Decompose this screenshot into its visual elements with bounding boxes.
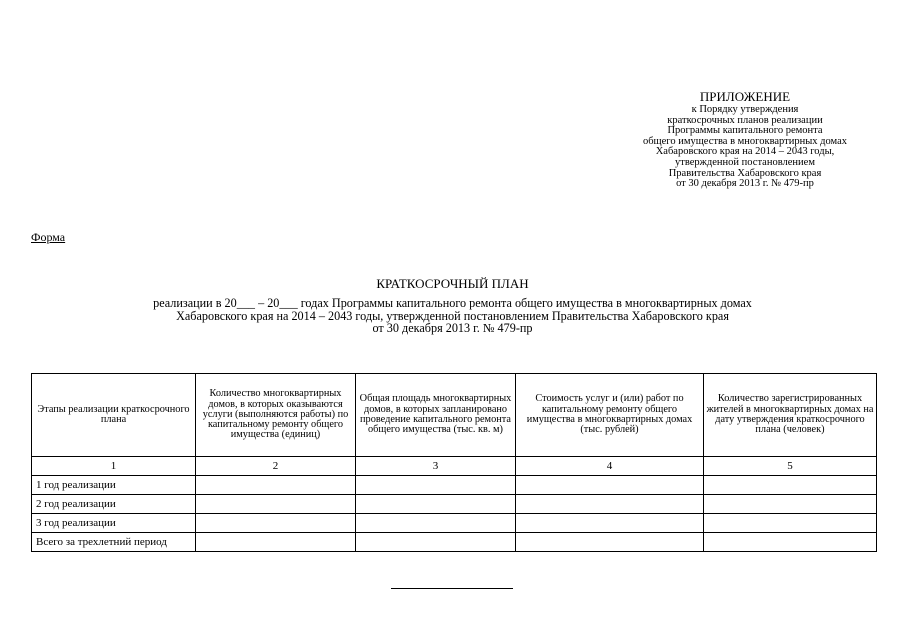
plan-subtitle (0, 297, 905, 335)
column-number: 4 (516, 457, 704, 476)
header-house-count: Количество многоквартирных домов, в которых оказываются услуги (выполняются работы) по капитальному ремонту общего имущества (единиц) (196, 374, 356, 457)
column-number: 1 (32, 457, 196, 476)
row-label: Всего за трехлетний период (32, 533, 196, 552)
table-cell (196, 514, 356, 533)
appendix-line: общего имущества в многоквартирных домах (642, 135, 848, 147)
table-cell (704, 514, 877, 533)
column-number-row (32, 457, 877, 476)
plan-subtitle-line: Хабаровского края на 2014 – 2043 годы, утвержденной постановлением Правительства Хабаровского края (176, 308, 729, 323)
appendix-block (600, 90, 890, 190)
table-row (32, 495, 877, 514)
table-cell (516, 495, 704, 514)
header-stages: Этапы реализации краткосрочного плана (32, 374, 196, 457)
table-cell (356, 514, 516, 533)
appendix-line: Хабаровского края на 2014 – 2043 годы, (655, 146, 835, 158)
table-cell (516, 514, 704, 533)
appendix-line: к Порядку утверждения (691, 104, 799, 115)
form-label: Форма (31, 230, 66, 244)
table-cell (356, 495, 516, 514)
header-total-area: Общая площадь многоквартирных домов, в которых запланировано проведение капитального ремонта общего имущества (тыс. кв. м) (356, 374, 516, 457)
table-cell (356, 533, 516, 552)
header-cost: Стоимость услуг и (или) работ по капитальному ремонту общего имущества в многоквартирных домах (тыс. рублей) (516, 374, 704, 457)
table-cell (516, 476, 704, 495)
appendix-line: утвержденной постановлением (675, 156, 815, 168)
plan-title: КРАТКОСРОЧНЫЙ ПЛАН (376, 276, 529, 291)
table-cell (704, 476, 877, 495)
table-cell (196, 495, 356, 514)
table-header-row (32, 374, 877, 457)
plan-subtitle-line: реализации в 20___ – 20___ годах Программы капитального ремонта общего имущества в многоквартирных домах (153, 296, 752, 310)
table-cell (704, 533, 877, 552)
table-cell (196, 476, 356, 495)
footer-divider (391, 588, 513, 589)
plan-table (31, 373, 877, 552)
appendix-line: от 30 декабря 2013 г. № 479-пр (676, 178, 814, 190)
plan-subtitle-line: от 30 декабря 2013 г. № 479-пр (372, 321, 533, 336)
table-row (32, 514, 877, 533)
row-label: 2 год реализации (32, 495, 196, 514)
row-label: 3 год реализации (32, 514, 196, 533)
appendix-line: Правительства Хабаровского края (668, 167, 822, 179)
table-row (32, 533, 877, 552)
table-cell (516, 533, 704, 552)
column-number: 5 (704, 457, 877, 476)
appendix-title: ПРИЛОЖЕНИЕ (699, 89, 791, 104)
table-row (32, 476, 877, 495)
row-label: 1 год реализации (32, 476, 196, 495)
appendix-line: краткосрочных планов реализации (667, 114, 823, 126)
header-residents: Количество зарегистрированных жителей в многоквартирных домах на дату утверждения краткосрочного плана (человек) (704, 374, 877, 457)
table-cell (356, 476, 516, 495)
table-cell (704, 495, 877, 514)
appendix-line: Программы капитального ремонта (667, 125, 823, 137)
column-number: 3 (356, 457, 516, 476)
table-cell (196, 533, 356, 552)
column-number: 2 (196, 457, 356, 476)
